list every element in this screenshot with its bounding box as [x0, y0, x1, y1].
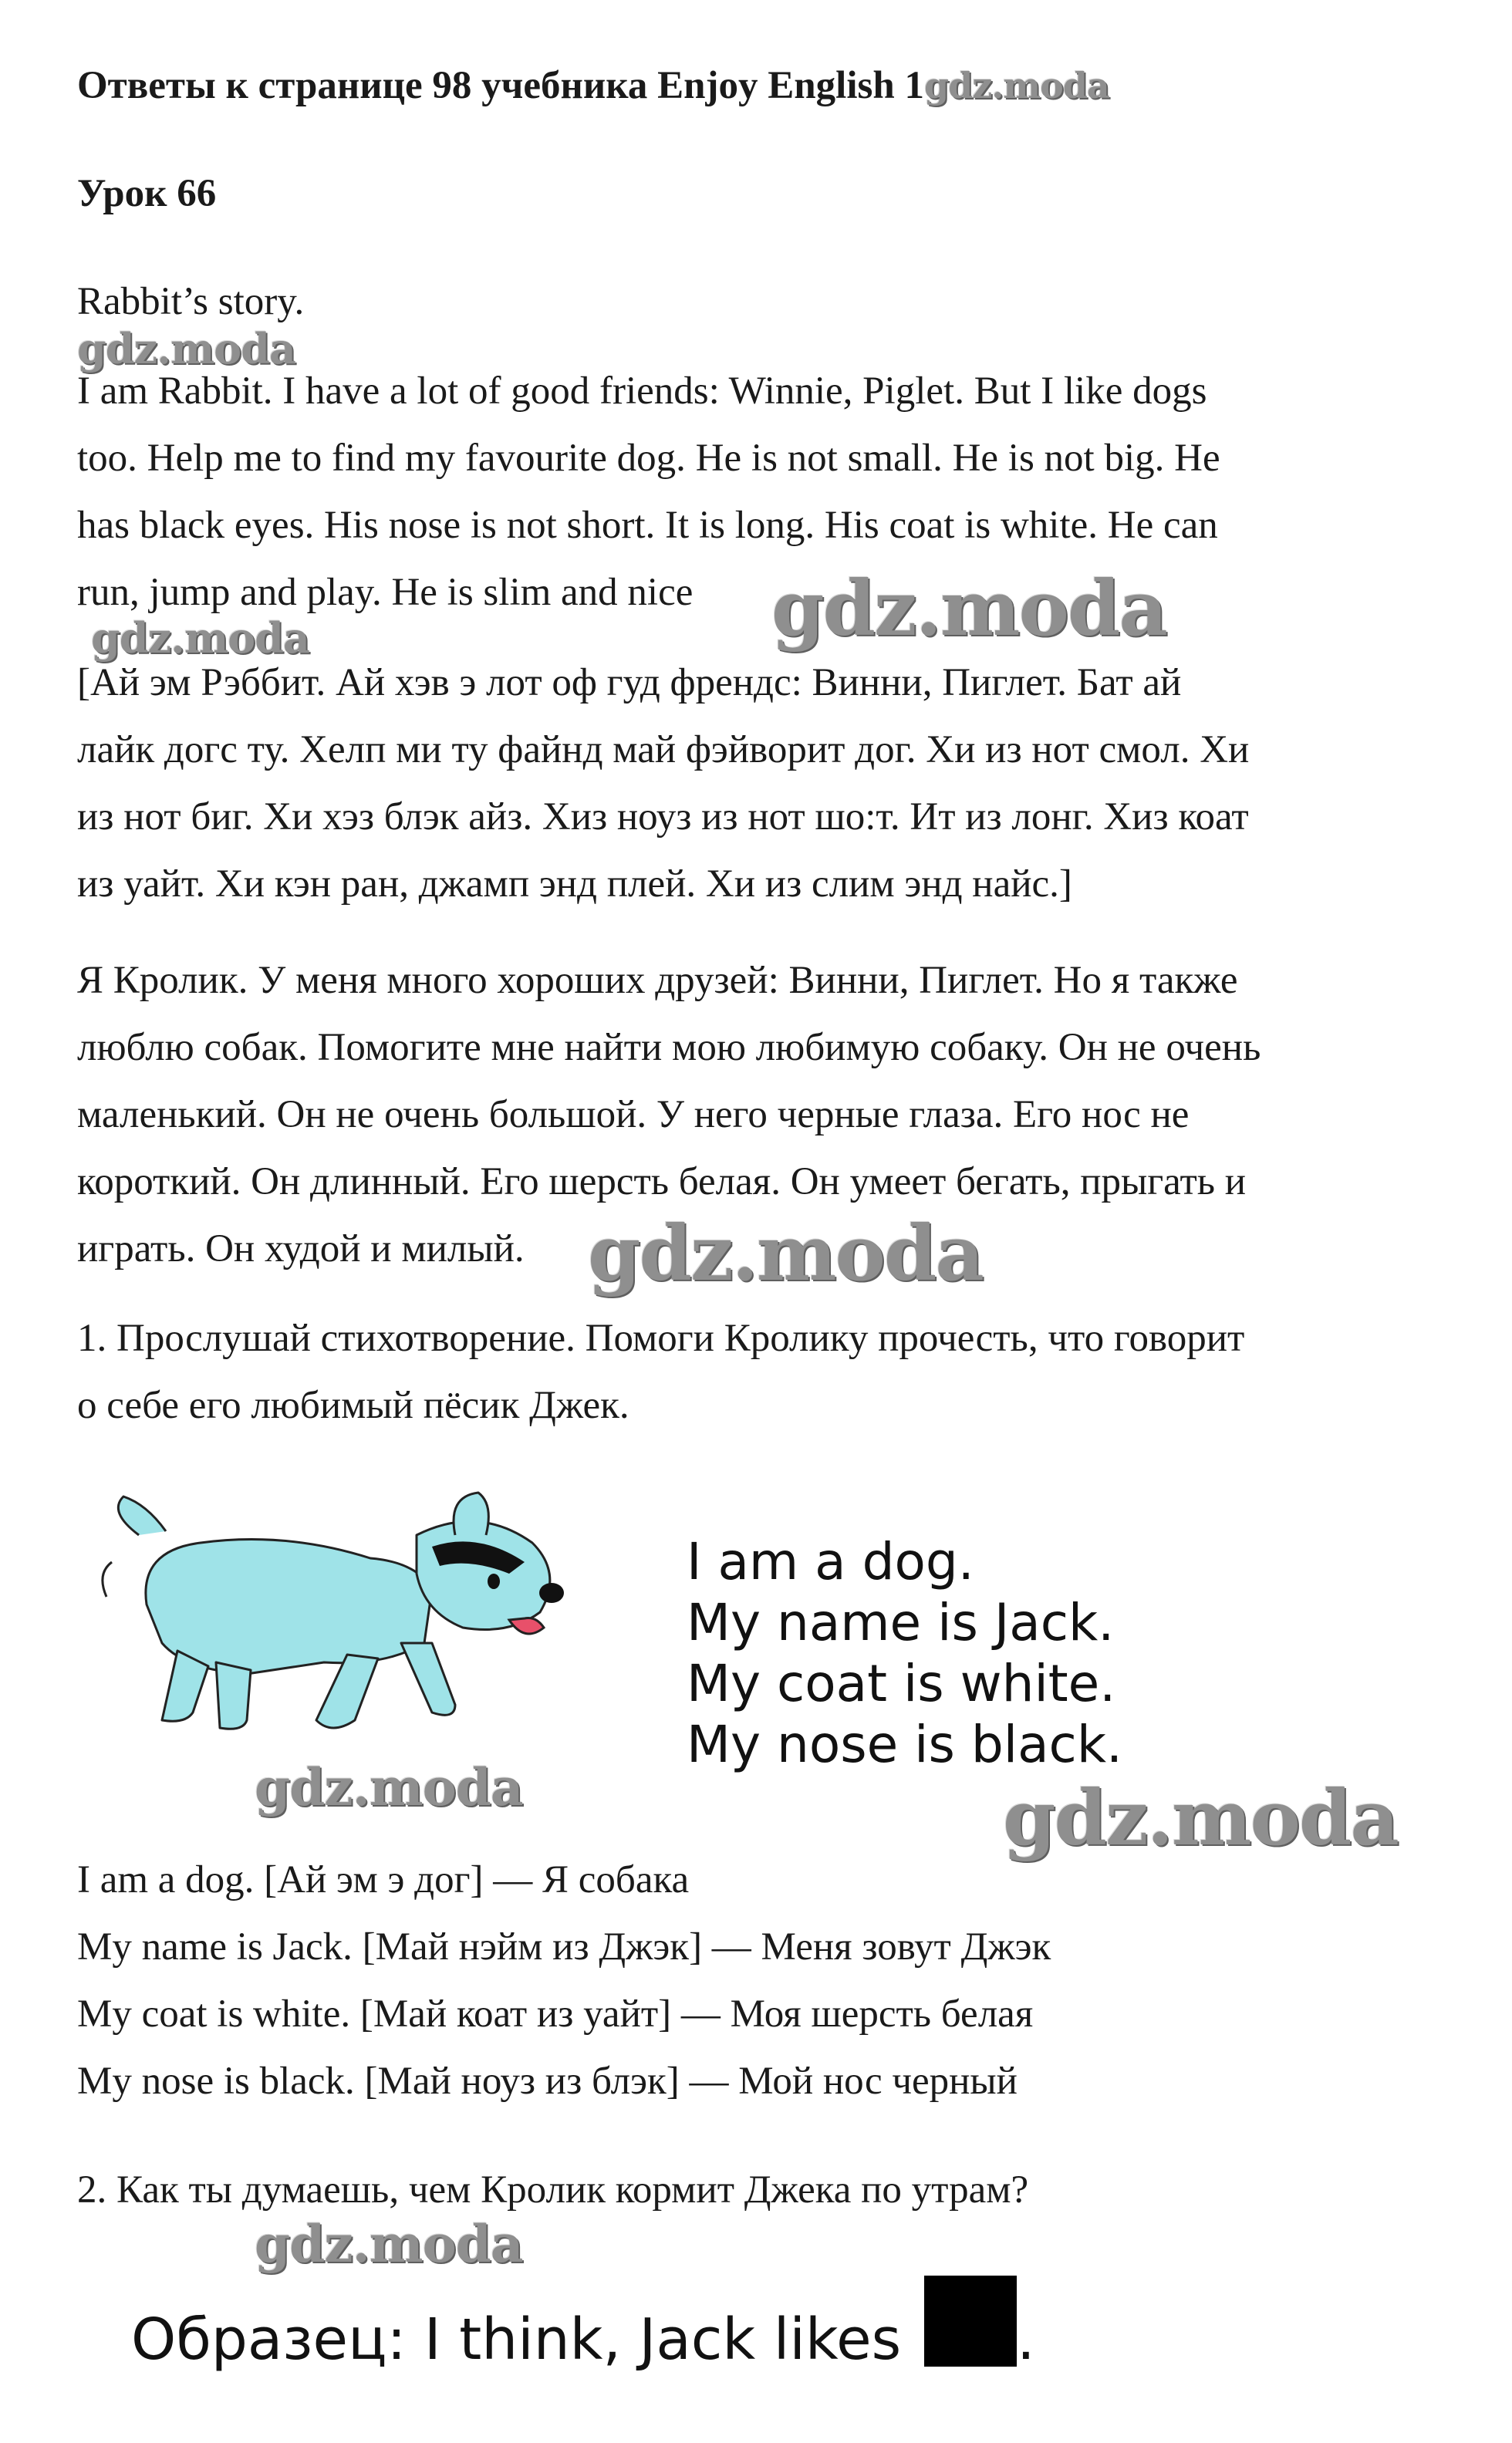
poem-line: My name is Jack.	[687, 1593, 1115, 1652]
text-line: has black eyes. His nose is not short. It is long. His coat is white. He can	[77, 504, 1218, 547]
poem-line: My nose is black.	[687, 1715, 1123, 1774]
title-watermark: gdz.moda	[923, 65, 1109, 106]
watermark-large: gdz.moda	[588, 1210, 983, 1298]
text-line: о себе его любимый пёсик Джек.	[77, 1384, 629, 1427]
sample-sentence	[131, 2276, 1035, 2373]
dog-eye	[488, 1574, 500, 1589]
watermark-small: gdz.moda	[255, 1757, 523, 1817]
text-line: лайк догс ту. Хелп ми ту файнд май фэйворит дог. Хи из нот смол. Хи	[77, 728, 1250, 771]
lesson-heading: Урок 66	[77, 172, 217, 215]
text-line: I am Rabbit. I have a lot of good friends: Winnie, Piglet. But I like dogs	[77, 369, 1207, 413]
poem	[687, 1531, 1122, 1775]
task1-answers	[77, 1847, 1466, 2115]
dog-nose	[539, 1583, 564, 1603]
text-line: too. Help me to find my favourite dog. He is not small. He is not big. He	[77, 437, 1220, 480]
story-heading: Rabbit’s story.	[77, 280, 305, 323]
answer-line: My name is Jack. [Май нэйм из Джэк] — Меня зовут Джэк	[77, 1925, 1051, 1969]
text-line: [Ай эм Рэббит. Ай хэв э лот оф гуд френдс: Винни, Пиглет. Бат ай	[77, 661, 1182, 704]
black-square	[924, 2276, 1017, 2367]
task1-text	[77, 1305, 1466, 1439]
poem-line: My coat is white.	[687, 1654, 1116, 1713]
sample-text: Образец: I think, Jack likes	[131, 2306, 902, 2373]
story-transcription	[77, 650, 1466, 918]
dog-illustration	[93, 1489, 586, 1782]
text-line: из нот биг. Хи хэз блэк айз. Хиз ноуз из нот шо:т. Ит из лонг. Хиз коат	[77, 795, 1249, 839]
watermark-small: gdz.moda	[91, 613, 309, 663]
text-line: короткий. Он длинный. Его шерсть белая. Он умеет бегать, прыгать и	[77, 1160, 1247, 1203]
poem-line: I am a dog.	[687, 1532, 974, 1591]
answer-line: I am a dog. [Ай эм э дог] — Я собака	[77, 1858, 690, 1901]
text-line: Я Кролик. У меня много хороших друзей: Винни, Пиглет. Но я также	[77, 959, 1238, 1002]
text-line: run, jump and play. He is slim and nice	[77, 571, 694, 614]
text-line: 1. Прослушай стихотворение. Помоги Кролику прочесть, что говорит	[77, 1317, 1245, 1360]
answer-line: My coat is white. [Май коат из уайт] — Моя шерсть белая	[77, 1993, 1034, 2036]
answer-line: My nose is black. [Май ноуз из блэк] — Мой нос черный	[77, 2060, 1018, 2103]
watermark-small: gdz.moda	[77, 324, 295, 373]
text-line: играть. Он худой и милый.	[77, 1227, 525, 1270]
text-line: из уайт. Хи кэн ран, джамп энд плей. Хи из слим энд найс.]	[77, 862, 1072, 906]
watermark-large: gdz.moda	[1003, 1774, 1398, 1863]
sample-period: .	[1017, 2306, 1035, 2373]
task2-question: 2. Как ты думаешь, чем Кролик кормит Джека по утрам?	[77, 2168, 1029, 2212]
dog-tongue	[509, 1618, 544, 1635]
watermark-small: gdz.moda	[255, 2214, 523, 2274]
text-line: маленький. Он не очень большой. У него черные глаза. Его нос не	[77, 1093, 1190, 1136]
page-title: Ответы к странице 98 учебника Enjoy English 1gdz.moda	[77, 64, 1109, 107]
watermark-large: gdz.moda	[771, 565, 1166, 653]
text-line: люблю собак. Помогите мне найти мою любимую собаку. Он не очень	[77, 1026, 1261, 1069]
